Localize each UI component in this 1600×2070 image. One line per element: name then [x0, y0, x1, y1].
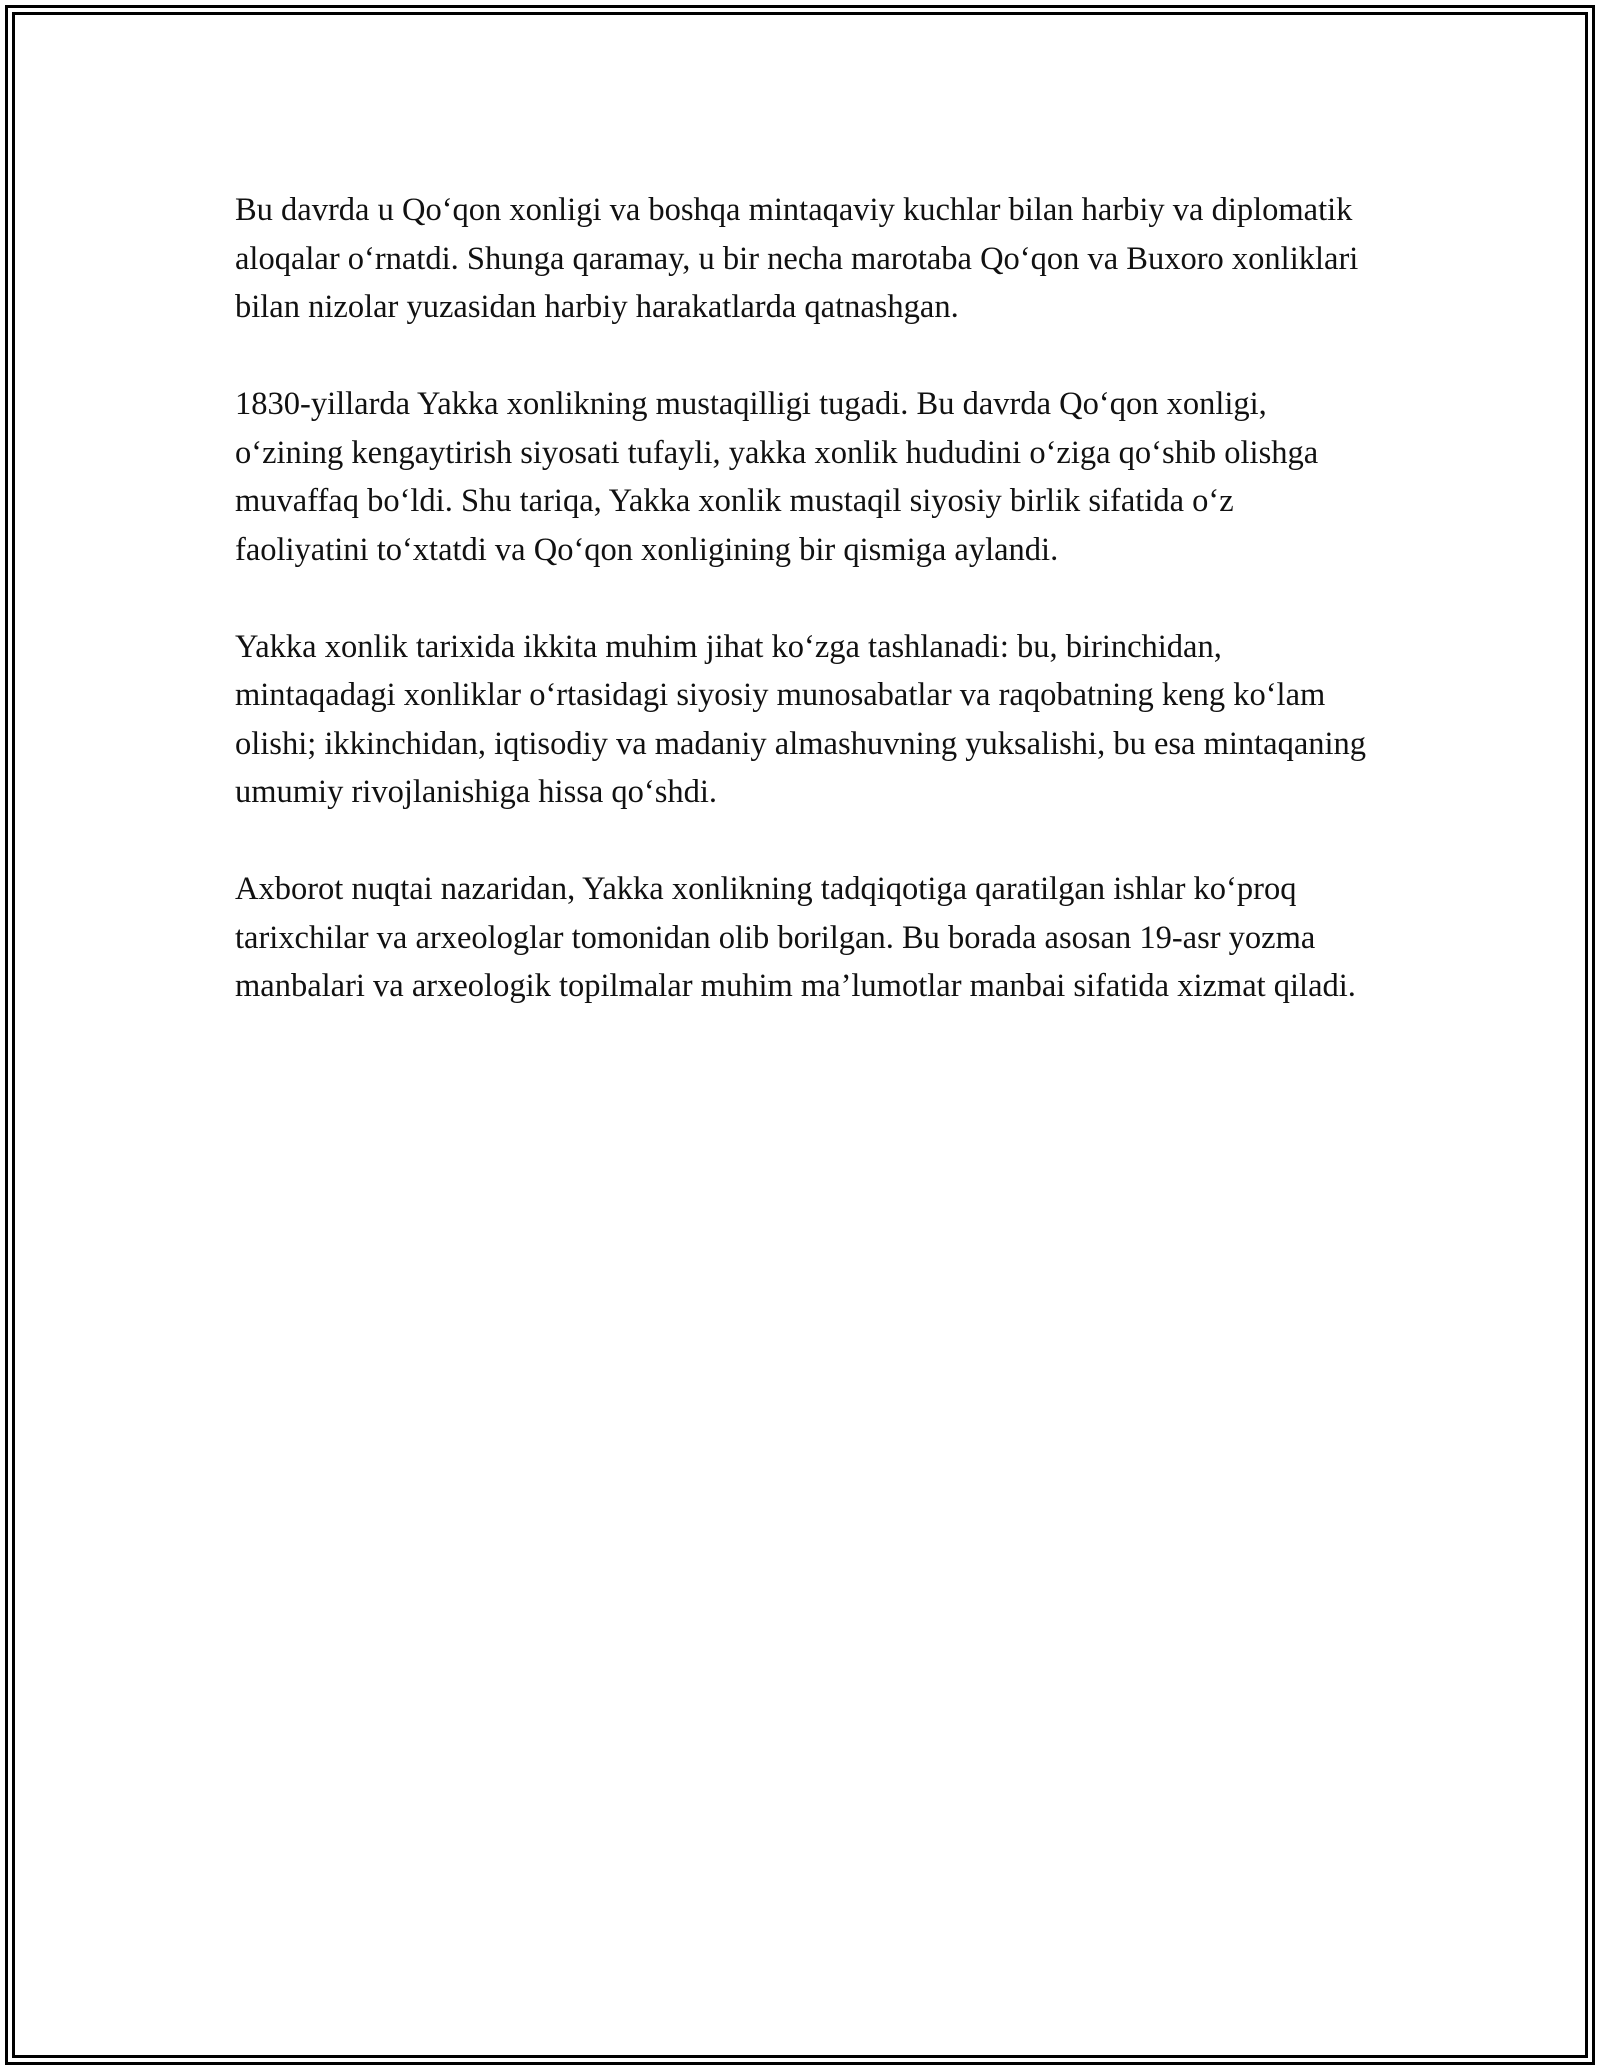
paragraph-3: Yakka xonlik tarixida ikkita muhim jihat ko‘zga tashlanadi: bu, birinchidan, mintaqadagi xonliklar o‘rtasidagi siyosiy munosabatlar va raqobatning keng ko‘lam olishi; ikkinchidan, iqtisodiy va madaniy almashuvning yuksalishi, bu esa mintaqaning umumiy rivojlanishiga hissa qo‘shdi. — [235, 628, 1367, 810]
paragraph-2: 1830-yillarda Yakka xonlikning mustaqilligi tugadi. Bu davrda Qo‘qon xonligi, o‘zining kengaytirish siyosati tufayli, yakka xonlik hududini o‘ziga qo‘shib olishga muvaffaq bo‘ldi. Shu tariqa, Yakka xonlik mustaqil siyosiy birlik sifatida o‘z faoliyatini to‘xtatdi va Qo‘qon xonligining bir qismiga aylandi. — [235, 386, 1319, 568]
document-body — [235, 186, 1375, 1011]
paragraph-1: Bu davrda u Qo‘qon xonligi va boshqa mintaqaviy kuchlar bilan harbiy va diplomatik aloqalar o‘rnatdi. Shunga qaramay, u bir necha marotaba Qo‘qon va Buxoro xonliklari bilan nizolar yuzasidan harbiy harakatlarda qatnashgan. — [235, 192, 1359, 325]
paragraph-4: Axborot nuqtai nazaridan, Yakka xonlikning tadqiqotiga qaratilgan ishlar ko‘proq tarixchilar va arxeologlar tomonidan olib borilgan. Bu borada asosan 19-asr yozma manbalari va arxeologik topilmalar muhim ma’lumotlar manbai sifatida xizmat qiladi. — [235, 871, 1356, 1004]
